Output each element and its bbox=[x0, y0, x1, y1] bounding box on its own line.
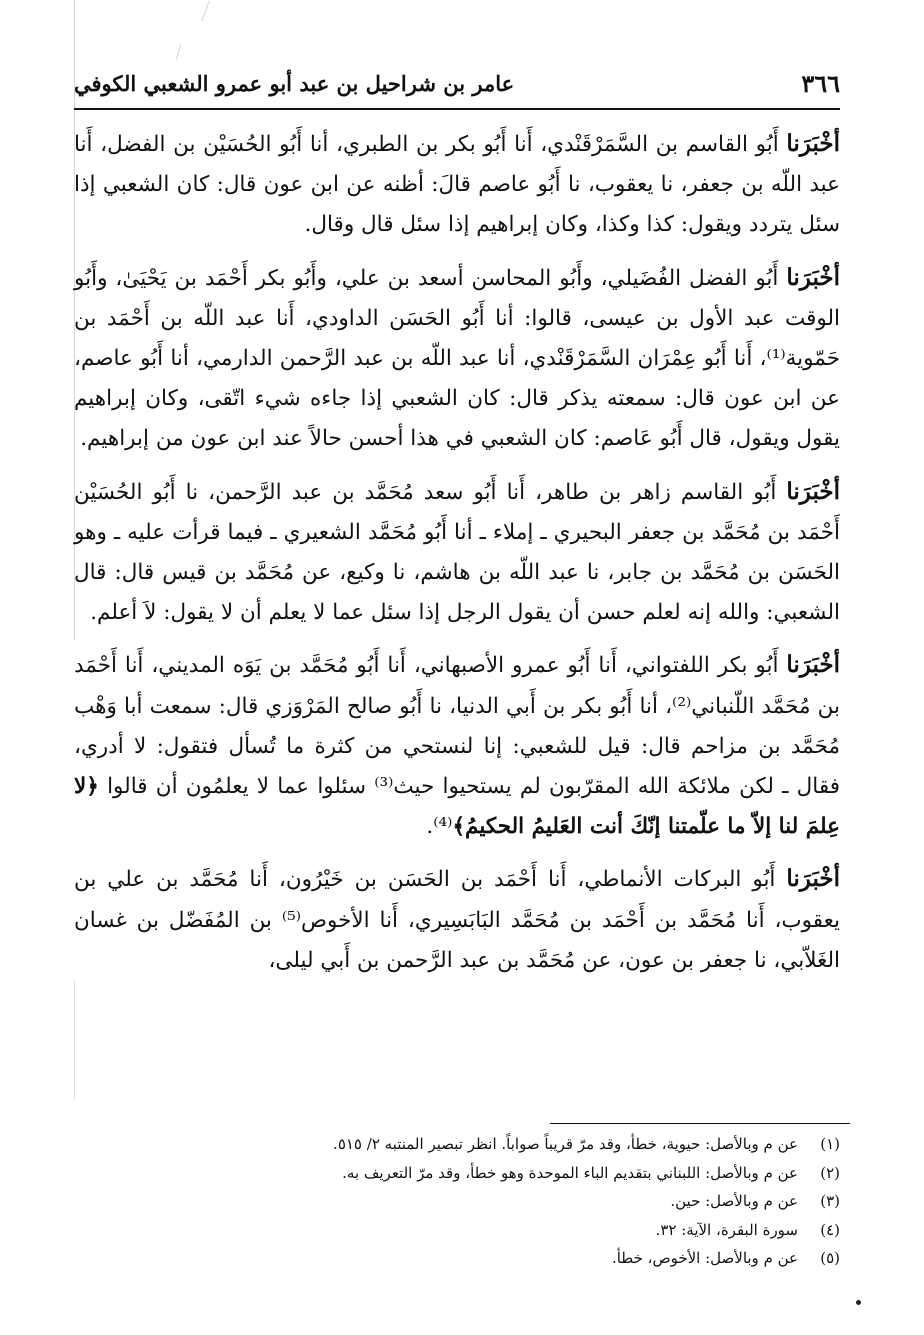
paragraph bbox=[74, 645, 840, 847]
footnote bbox=[74, 1216, 840, 1245]
paragraph-tail: ⁽⁴⁾. bbox=[426, 814, 453, 840]
paragraph bbox=[74, 258, 840, 460]
paragraph-text: أَبُو القاسم بن السَّمَرْقَنْدي، أَنا أَبُو بكر بن الطبري، أنا أَبُو الحُسَيْن بن الفضل، أَنا عبد اللّه بن جعفر، نا يعقوب، نا أَبُو عاصم قالَ: أظنه عن ابن عون قال: كان الشعبي إذا سئل يتردد ويقول: كذا وكذا، وكان إبراهيم إذا سئل قال وقال. bbox=[74, 132, 840, 238]
footnote-text: سورة البقرة، الآية: ٣٢. bbox=[655, 1220, 798, 1239]
footnote-number: (٣) bbox=[820, 1192, 840, 1210]
running-title: عامر بن شراحيل بن عبد أبو عمرو الشعبي الكوفي bbox=[74, 71, 515, 96]
footnote-text: عن م وبالأصل: حين. bbox=[670, 1192, 798, 1210]
paragraph-lead-word: أخْبَرَنا bbox=[786, 865, 840, 893]
paragraph-text: أَبُو القاسم زاهر بن طاهر، أَنا أَبُو سعد مُحَمَّد بن عبد الرَّحمن، نا أَبُو الحُسَيْن أَحْمَد بن مُحَمَّد بن جعفر البحيري ـ إملاء ـ أنا أَبُو مُحَمَّد الشعيري ـ فيما قرأت عليه ـ وهو الحَسَن بن مُحَمَّد بن جابر، نا عبد اللّه بن هاشم، نا وكيع، عن مُحَمَّد بن قيس قال: قال الشعبي: والله إنه لعلم حسن أن يقول الرجل إذا سئل عما لا يعلم أن لا يقول: لاَ أعلم. bbox=[74, 479, 840, 626]
paragraph-lead-word: أخْبَرَنا bbox=[786, 651, 840, 679]
footnote-divider bbox=[550, 1123, 850, 1124]
paragraph-lead-word: أخْبَرَنا bbox=[786, 130, 840, 157]
footnote bbox=[74, 1159, 840, 1188]
footnote bbox=[74, 1130, 840, 1159]
paragraph-lead-word: أخْبَرَنا bbox=[786, 477, 840, 505]
footnote-number: (٢) bbox=[820, 1163, 840, 1182]
paragraph bbox=[74, 124, 840, 246]
quran-verse: ﴿لا عِلمَ لنا إلاّ ما علّمتنا إنّكَ أنت العَليمُ الحكيمُ﴾ bbox=[74, 774, 840, 840]
footnote-number: (٥) bbox=[820, 1249, 840, 1267]
page-header bbox=[74, 66, 840, 106]
main-text bbox=[74, 124, 840, 993]
paragraph-lead-word: أخْبَرَنا bbox=[786, 263, 840, 291]
footnote-text: عن م وبالأصل: حيوية، خطأ، وقد مرّ قريباً صواباً. انظر تبصير المنتبه ٢/ ٥١٥. bbox=[333, 1135, 798, 1153]
paragraph-text: أَبُو البركات الأنماطي، أَنا أَحْمَد بن الحَسَن بن خَيْرُون، أَنا مُحَمَّد بن علي بن يعقوب، أَنا مُحَمَّد بن أَحْمَد بن مُحَمَّد البَابَسِيري، أَنا الأخوص⁽⁵⁾ بن المُفَضّل بن غسان الغَلاّبي، نا جعفر بن عون، عن مُحَمَّد بن عبد الرَّحمن بن أَبي ليلى، bbox=[74, 867, 840, 973]
footnote-text: عن م وبالأصل: الأخوص، خطأ. bbox=[611, 1249, 798, 1267]
footnotes bbox=[74, 1130, 840, 1273]
paragraph-text: أَبُو بكر اللفتواني، أَنا أَبُو عمرو الأصبهاني، أَنا أَبُو مُحَمَّد بن يَوَه المديني، أَنا أَحْمَد بن مُحَمَّد اللّنباني⁽²⁾، أنا أَبُو بكر بن أَبي الدنيا، نا أَبُو صالح المَرْوَزي قال: سمعت أبا وَهْب مُحَمَّد بن مزاحم قال: قيل للشعبي: إنا لنستحي من كثرة ما تُسأل فتقول: لا أدري، فقال ـ لكن ملائكة الله المقرّبون لم يستحيوا حيث⁽³⁾ سئلوا عما لا يعلمُون أن قالوا bbox=[74, 653, 840, 800]
scan-dot bbox=[856, 1300, 861, 1305]
page-number: ٣٦٦ bbox=[801, 69, 840, 98]
header-divider bbox=[74, 108, 840, 110]
footnote-number: (٤) bbox=[820, 1220, 840, 1239]
paragraph-text: أَبُو الفضل الفُضَيلي، وأَبُو المحاسن أسعد بن علي، وأَبُو بكر أَحْمَد بن يَحْيَىٰ، وأَبُو الوقت عبد الأول بن عيسى، قالوا: أنا أَبُو الحَسَن الداودي، أَنا عبد اللّه بن أَحْمَد بن حَمّوية⁽¹⁾، أَنا أَبُو عِمْرَان السَّمَرْقَنْدي، أنا عبد اللّه بن عبد الرَّحمن الدارمي، أنا أَبُو عاصم، عن ابن عون قال: سمعته يذكر قال: كان الشعبي إذا جاءه شيء اتّقى، وكان إبراهيم يقول ويقول، قال أَبُو عَاصم: كان الشعبي في هذا أحسن حالاً عند ابن عون من إبراهيم. bbox=[74, 265, 840, 452]
scan-artifact-mark bbox=[176, 44, 182, 60]
footnote bbox=[74, 1187, 840, 1216]
footnote bbox=[74, 1244, 840, 1273]
paragraph bbox=[74, 472, 840, 634]
footnote-number: (١) bbox=[820, 1135, 840, 1153]
footnote-text: عن م وبالأصل: اللبناني بتقديم الباء الموحدة وهو خطأ، وقد مرّ التعريف به. bbox=[342, 1163, 798, 1182]
scan-artifact-line bbox=[74, 980, 75, 1100]
scan-artifact-mark bbox=[201, 0, 209, 21]
paragraph bbox=[74, 859, 840, 981]
